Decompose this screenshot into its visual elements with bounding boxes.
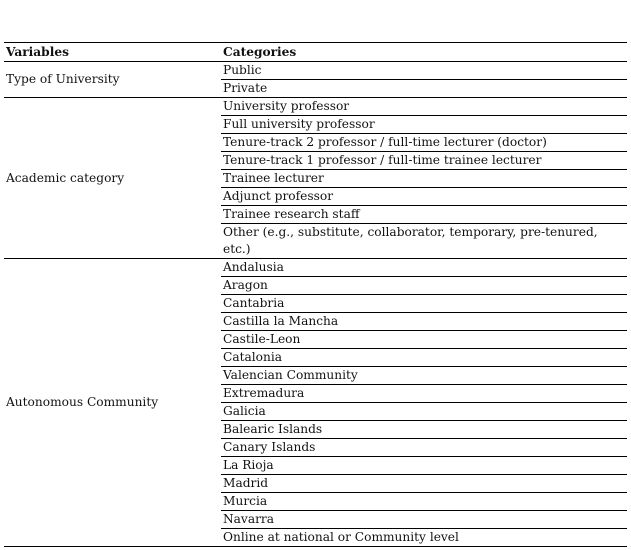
header-categories: Categories [221, 43, 627, 62]
category-cell: Balearic Islands [221, 421, 627, 439]
category-cell: Murcia [221, 493, 627, 511]
category-cell: Tenure-track 2 professor / full-time lecturer (doctor) [221, 134, 627, 152]
header-variables: Variables [4, 43, 221, 62]
category-cell: Catalonia [221, 349, 627, 367]
category-cell: Full university professor [221, 116, 627, 134]
category-cell: Cantabria [221, 295, 627, 313]
table-row [4, 98, 627, 116]
category-cell: Tenure-track 1 professor / full-time trainee lecturer [221, 152, 627, 170]
variables-table-container [4, 42, 627, 547]
category-cell: Castile-Leon [221, 331, 627, 349]
table-body [4, 62, 627, 547]
category-cell: Madrid [221, 475, 627, 493]
category-cell: Private [221, 80, 627, 98]
variable-cell: Type of University [4, 62, 221, 98]
category-cell: Other (e.g., substitute, collaborator, temporary, pre-tenured, etc.) [221, 224, 627, 259]
table-header-row [4, 43, 627, 62]
category-cell: Valencian Community [221, 367, 627, 385]
table-row [4, 259, 627, 277]
category-cell: Trainee lecturer [221, 170, 627, 188]
category-cell: Andalusia [221, 259, 627, 277]
category-cell: Navarra [221, 511, 627, 529]
category-cell: Public [221, 62, 627, 80]
category-cell: Adjunct professor [221, 188, 627, 206]
category-cell: Canary Islands [221, 439, 627, 457]
category-cell: Castilla la Mancha [221, 313, 627, 331]
category-cell: La Rioja [221, 457, 627, 475]
table-row [4, 62, 627, 80]
category-cell: Trainee research staff [221, 206, 627, 224]
category-cell: Galicia [221, 403, 627, 421]
variables-table [4, 42, 627, 547]
variable-cell: Academic category [4, 98, 221, 259]
category-cell: Extremadura [221, 385, 627, 403]
category-cell: University professor [221, 98, 627, 116]
variable-cell: Autonomous Community [4, 259, 221, 547]
category-cell: Online at national or Community level [221, 529, 627, 547]
category-cell: Aragon [221, 277, 627, 295]
